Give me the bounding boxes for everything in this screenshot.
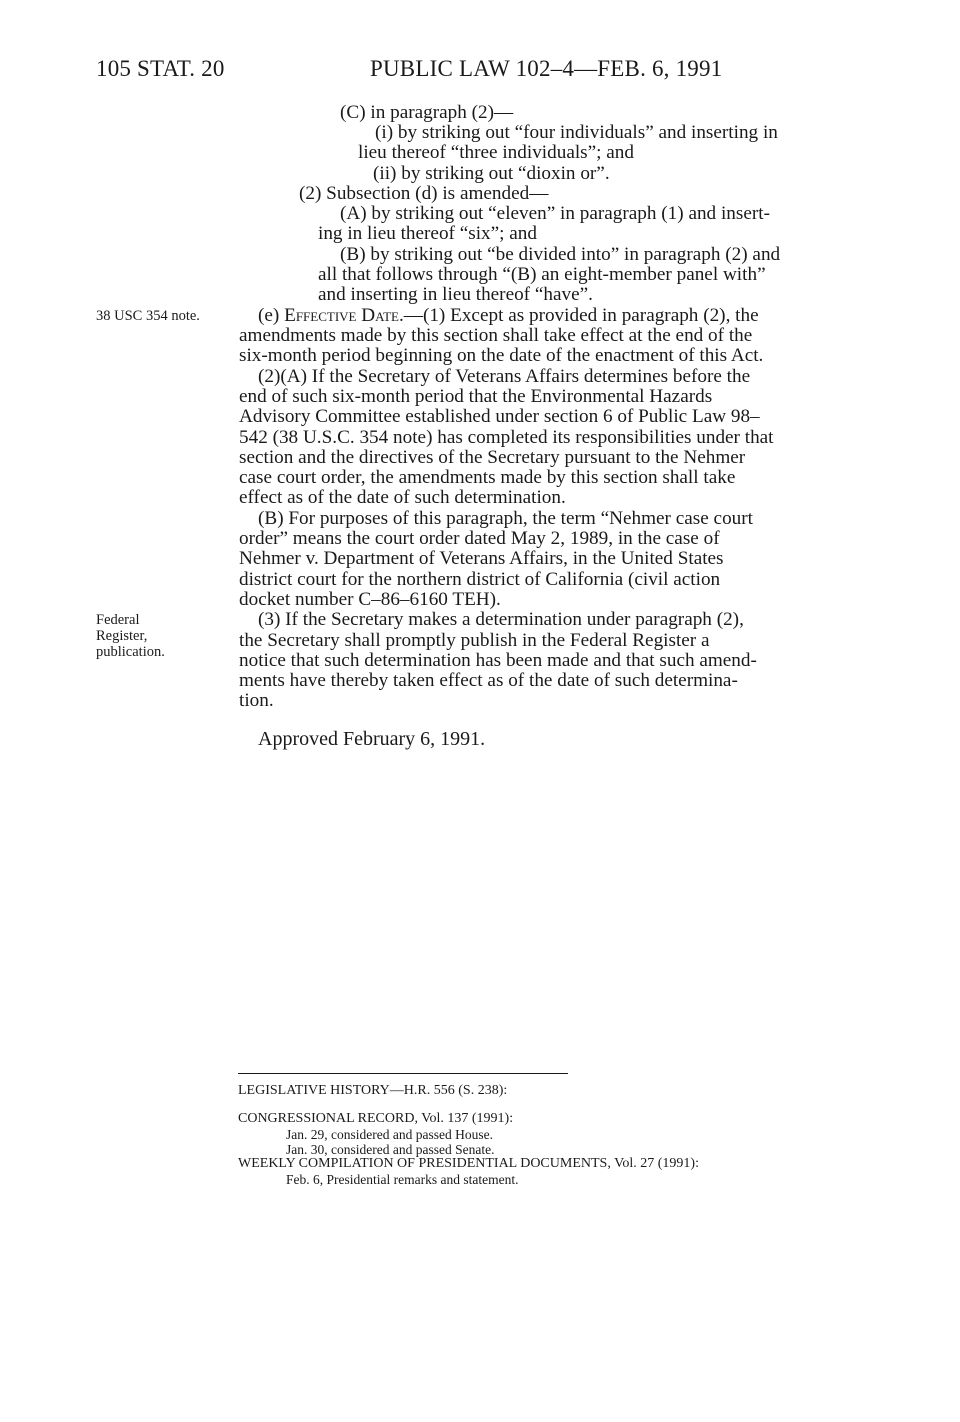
para-2a-line1: (2)(A) If the Secretary of Veterans Affairs determines before the	[258, 366, 751, 387]
clause-a-line1: (A) by striking out “eleven” in paragraph (1) and insert-	[340, 203, 770, 224]
history-entry-house: Jan. 29, considered and passed House.	[286, 1127, 493, 1142]
history-entry-presidential: Feb. 6, Presidential remarks and statement.	[286, 1172, 519, 1187]
clause-c: (C) in paragraph (2)—	[340, 102, 514, 123]
clause-b-line3: and inserting in lieu thereof “have”.	[318, 284, 593, 305]
running-title: PUBLIC LAW 102–4—FEB. 6, 1991	[370, 56, 723, 81]
para-b-line3: Nehmer v. Department of Veterans Affairs, in the United States	[239, 548, 724, 569]
effective-date-prefix: (e)	[258, 305, 285, 326]
history-divider	[238, 1073, 568, 1074]
para-2a-line5: section and the directives of the Secretary pursuant to the Nehmer	[239, 447, 746, 468]
para-3-line1: (3) If the Secretary makes a determination under paragraph (2),	[258, 609, 744, 630]
clause-c-ii: (ii) by striking out “dioxin or”.	[373, 163, 610, 184]
clause-b-line1: (B) by striking out “be divided into” in paragraph (2) and	[340, 244, 781, 265]
effective-date-heading: Effective Date	[284, 305, 399, 326]
margin-note-usc: 38 USC 354 note.	[96, 308, 200, 324]
history-weekly-compilation: WEEKLY COMPILATION OF PRESIDENTIAL DOCUMENTS, Vol. 27 (1991):	[238, 1156, 699, 1171]
clause-c-i-line2: lieu thereof “three individuals”; and	[358, 142, 634, 163]
para-2a-line4: 542 (38 U.S.C. 354 note) has completed its responsibilities under that	[239, 427, 774, 448]
history-entry-senate: Jan. 30, considered and passed Senate.	[286, 1142, 495, 1157]
para-3-line4: ments have thereby taken effect as of the date of such determina-	[239, 670, 738, 691]
effective-date-text: .—(1) Except as provided in paragraph (2), the	[398, 305, 759, 326]
margin-note-federal: Federal	[96, 612, 140, 628]
para-2a-line6: case court order, the amendments made by this section shall take	[239, 467, 736, 488]
para-b-line4: district court for the northern district of California (civil action	[239, 569, 721, 590]
subsection-2: (2) Subsection (d) is amended—	[299, 183, 549, 204]
history-heading: LEGISLATIVE HISTORY—H.R. 556 (S. 238):	[238, 1083, 508, 1098]
history-congressional-record: CONGRESSIONAL RECORD, Vol. 137 (1991):	[238, 1111, 514, 1126]
effective-date-line2: amendments made by this section shall take effect at the end of the	[239, 325, 753, 346]
approval-date: Approved February 6, 1991.	[258, 728, 486, 750]
margin-note-publication: publication.	[96, 644, 165, 660]
clause-c-i-line1: (i) by striking out “four individuals” and inserting in	[375, 122, 778, 143]
para-3-line5: tion.	[239, 690, 274, 711]
page-number: 105 STAT. 20	[96, 56, 225, 81]
para-3-line3: notice that such determination has been made and that such amend-	[239, 650, 757, 671]
para-b-line2: order” means the court order dated May 2, 1989, in the case of	[239, 528, 720, 549]
para-2a-line2: end of such six-month period that the Environmental Hazards	[239, 386, 713, 407]
para-2a-line7: effect as of the date of such determination.	[239, 487, 566, 508]
effective-date-line3: six-month period beginning on the date of the enactment of this Act.	[239, 345, 764, 366]
clause-b-line2: all that follows through “(B) an eight-member panel with”	[318, 264, 766, 285]
clause-a-line2: ing in lieu thereof “six”; and	[318, 223, 537, 244]
margin-note-register: Register,	[96, 628, 148, 644]
effective-date-line1	[258, 306, 759, 326]
para-b-line1: (B) For purposes of this paragraph, the term “Nehmer case court	[258, 508, 753, 529]
para-3-line2: the Secretary shall promptly publish in the Federal Register a	[239, 630, 710, 651]
para-b-line5: docket number C–86–6160 TEH).	[239, 589, 501, 610]
para-2a-line3: Advisory Committee established under section 6 of Public Law 98–	[239, 406, 760, 427]
